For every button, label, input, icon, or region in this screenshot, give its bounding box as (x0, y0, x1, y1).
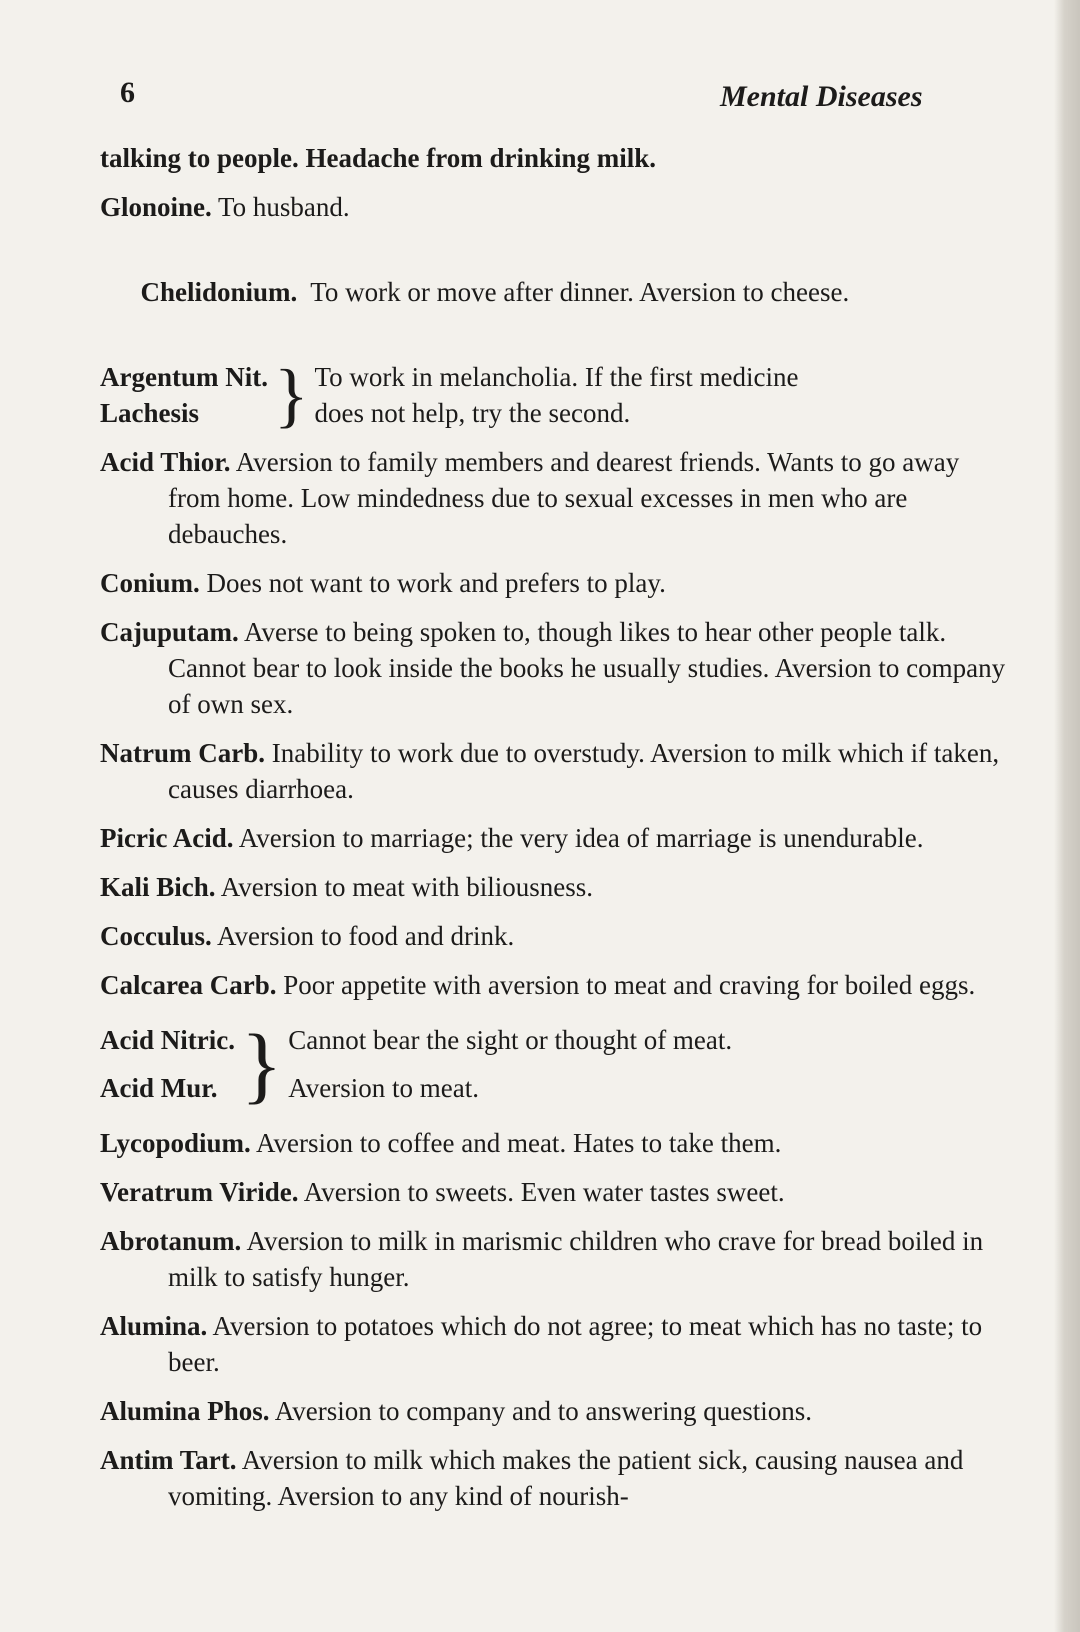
remedy-name: Chelidonium. (140, 277, 298, 307)
remedy-text: Aversion to potatoes which do not agree; to meat which has no taste; to beer. (168, 1311, 983, 1377)
remedy-name: Lachesis (100, 398, 200, 428)
remedy-names (100, 359, 268, 431)
brace-glyph: } (273, 355, 309, 435)
entry-picric-acid (100, 820, 1015, 856)
entry-kali-bich (100, 869, 1015, 905)
entry-continued (100, 140, 1015, 176)
page-number: 6 (120, 76, 135, 109)
remedy-text: Aversion to family members and dearest friends. Wants to go away from home. Low mindedness due to sexual excesses in men who are debauches. (168, 447, 960, 549)
entry-acid-nitric-mur (100, 1016, 1015, 1112)
remedy-name: Abrotanum. (100, 1226, 242, 1256)
remedy-name: Antim Tart. (100, 1445, 237, 1475)
remedy-name: Veratrum Viride. (100, 1177, 299, 1207)
remedy-name: Alumina Phos. (100, 1396, 270, 1426)
remedy-name: Alumina. (100, 1311, 208, 1341)
entry-conium (100, 565, 1015, 601)
entry-natrum-carb (100, 735, 1015, 807)
remedy-text: Aversion to meat with biliousness. (215, 872, 593, 902)
remedy-name: Picric Acid. (100, 823, 234, 853)
page-edge-shadow (1054, 0, 1080, 1632)
remedy-text: To work in melancholia. If the first medicine does not help, try the second. (314, 362, 799, 428)
remedy-text: Cannot bear the sight or thought of meat. Aversion to meat. (288, 1025, 733, 1103)
remedy-name: Argentum Nit. (100, 362, 268, 392)
remedy-text: To work or move after dinner. Aversion to cheese. (297, 277, 850, 307)
remedy-name: Acid Mur. (100, 1073, 218, 1103)
remedy-text: Aversion to coffee and meat. Hates to take them. (250, 1128, 782, 1158)
remedy-name: Cajuputam. (100, 617, 239, 647)
entry-alumina (100, 1308, 1015, 1380)
remedy-text: Aversion to food and drink. (211, 921, 515, 951)
remedy-name: Acid Nitric. (100, 1025, 235, 1055)
brace-glyph: } (240, 1016, 283, 1112)
remedy-name: Natrum Carb. (100, 738, 265, 768)
entry-abrotanum (100, 1223, 1015, 1295)
continued-text: talking to people. Headache from drinking milk. (100, 143, 657, 173)
remedy-name: Kali Bich. (100, 872, 216, 902)
remedy-name: Calcarea Carb. (100, 970, 277, 1000)
remedy-text: Aversion to marriage; the very idea of marriage is unendurable. (233, 823, 924, 853)
remedy-text: Aversion to company and to answering questions. (269, 1396, 812, 1426)
remedy-text: To husband. (211, 192, 350, 222)
remedy-text: Inability to work due to overstudy. Aversion to milk which if taken, causes diarrhoea. (168, 738, 1000, 804)
entry-antim-tart (100, 1442, 1015, 1514)
entry-chelidonium (100, 238, 1015, 346)
entry-calcarea-carb (100, 967, 1015, 1003)
entry-acid-thior (100, 444, 1015, 552)
remedy-names (100, 1016, 235, 1112)
entry-argentum-lachesis (100, 355, 1015, 435)
remedy-text: Aversion to milk in marismic children who crave for bread boiled in milk to satisfy hunger. (168, 1226, 984, 1292)
remedy-name: Cocculus. (100, 921, 212, 951)
remedy-text: Does not want to work and prefers to play. (199, 568, 666, 598)
remedy-name: Glonoine. (100, 192, 212, 222)
remedy-text: Averse to being spoken to, though likes to hear other people talk. Cannot bear to look inside the books he usually studies. Aversion to company of own sex. (168, 617, 1006, 719)
remedy-text: Poor appetite with aversion to meat and craving for boiled eggs. (276, 970, 976, 1000)
remedy-text: Aversion to milk which makes the patient sick, causing nausea and vomiting. Aversion to any kind of nourish- (168, 1445, 964, 1511)
entry-cajuputam (100, 614, 1015, 722)
entry-lycopodium (100, 1125, 1015, 1161)
remedy-list (100, 140, 1015, 1527)
remedy-text: Aversion to sweets. Even water tastes sweet. (298, 1177, 785, 1207)
entry-alumina-phos (100, 1393, 1015, 1429)
entry-veratrum-viride (100, 1174, 1015, 1210)
remedy-name: Lycopodium. (100, 1128, 251, 1158)
entry-glonoine (100, 189, 1015, 225)
running-head: Mental Diseases (720, 80, 923, 113)
remedy-name: Acid Thior. (100, 447, 231, 477)
remedy-name: Conium. (100, 568, 200, 598)
entry-cocculus (100, 918, 1015, 954)
